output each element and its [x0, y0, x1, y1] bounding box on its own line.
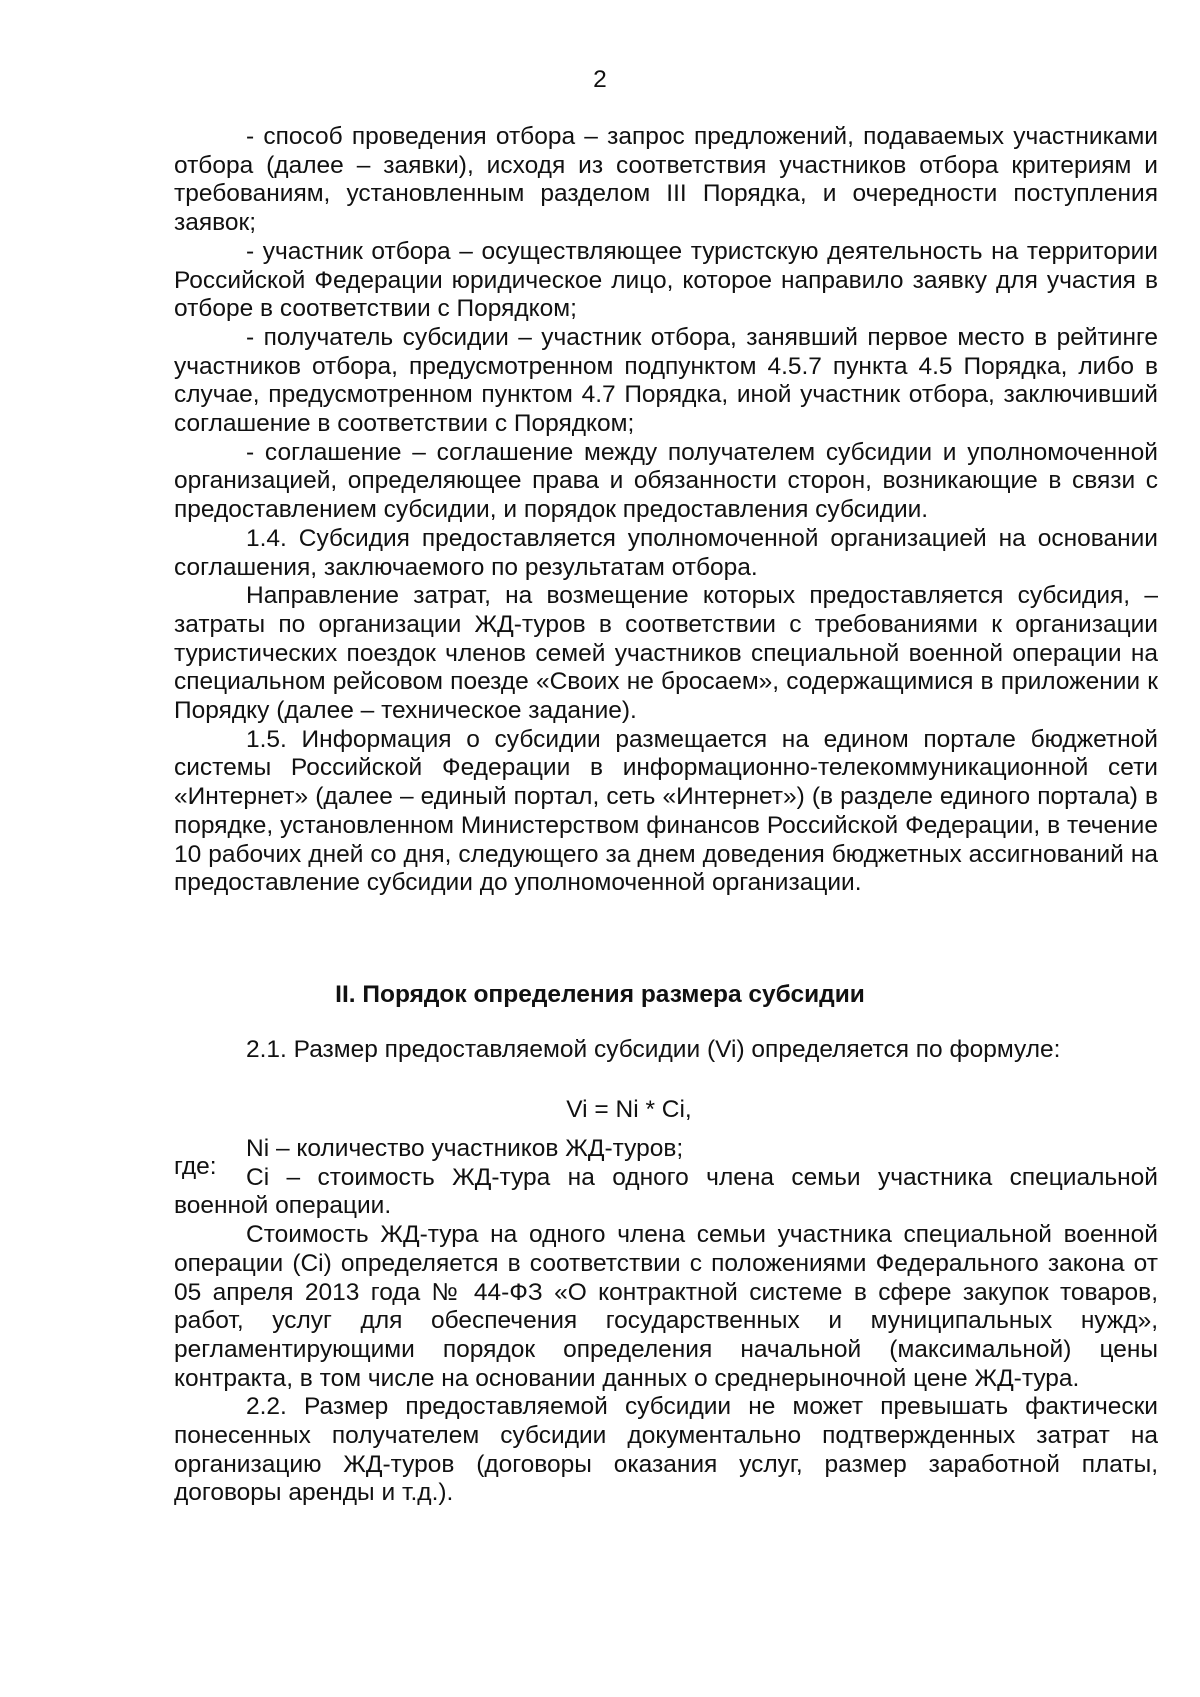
paragraph-cost-determination: Стоимость ЖД-тура на одного члена семьи участника специальной военной операции (Ci) определяется в соответствии с положениями Федерального закона от 05 апреля 2013 года № 44-ФЗ «О контрактной системе в сфере закупок товаров, работ, услуг для обеспечения государственных и муниципальных нужд», регламентирующими порядок определения начальной (максимальной) цены контракта, в том числе на основании данных о среднерыночной цене ЖД-тура.	[174, 1221, 1158, 1392]
paragraph-subsidy-recipient: - получатель субсидии – участник отбора, занявший первое место в рейтинге участников отбора, предусмотренном подпунктом 4.5.7 пункта 4.5 Порядка, либо в случае, предусмотренном пунктом 4.7 Порядка, иной участник отбора, заключивший соглашение в соответствии с Порядком;	[174, 323, 1158, 438]
paragraph-1-5: 1.5. Информация о субсидии размещается на едином портале бюджетной системы Российской Федерации в информационно-телекоммуникационной сети «Интернет» (далее – единый портал, сеть «Интернет») (в разделе единого портала) в порядке, установленном Министерством финансов Российской Федерации, в течение 10 рабочих дней со дня, следующего за днем доведения бюджетных ассигнований на предоставление субсидии до уполномоченной организации.	[174, 725, 1158, 897]
paragraph-selection-participant: - участник отбора – осуществляющее туристскую деятельность на территории Российской Федерации юридическое лицо, которое направило заявку для участия в отборе в соответствии с Порядком;	[174, 237, 1158, 323]
where-label: где:	[174, 1153, 217, 1180]
paragraph-1-4: 1.4. Субсидия предоставляется уполномоченной организацией на основании соглашения, заключаемого по результатам отбора.	[174, 524, 1158, 581]
paragraph-agreement: - соглашение – соглашение между получателем субсидии и уполномоченной организацией, определяющее права и обязанности сторон, возникающие в связи с предоставлением субсидии, и порядок предоставления субсидии.	[174, 438, 1158, 524]
section-heading: II. Порядок определения размера субсидии	[335, 981, 865, 1008]
paragraph-selection-method: - способ проведения отбора – запрос предложений, подаваемых участниками отбора (далее – заявки), исходя из соответствия участников отбора критериям и требованиям, установленным разделом III Порядка, и очередности поступления заявок;	[174, 123, 1158, 237]
paragraph-2-1: 2.1. Размер предоставляемой субсидии (Vi) определяется по формуле:	[246, 1036, 1061, 1063]
page-number: 2	[593, 66, 607, 93]
bottom-text-block	[174, 1135, 1158, 1508]
subsidy-formula: Vi = Ni * Ci,	[566, 1096, 692, 1123]
paragraph-expense-direction: Направление затрат, на возмещение которых предоставляется субсидия, – затраты по организации ЖД-туров в соответствии с требованиями к организации туристических поездок членов семей участников специальной военной операции на специальном рейсовом поезде «Своих не бросаем», содержащимися в приложении к Порядку (далее – техническое задание).	[174, 582, 1158, 725]
definition-ci: Ci – стоимость ЖД-тура на одного члена семьи участника специальной военной операции.	[174, 1163, 1158, 1220]
paragraph-2-2: 2.2. Размер предоставляемой субсидии не может превышать фактически понесенных получателем субсидии документально подтвержденных затрат на организацию ЖД-туров (договоры оказания услуг, размер заработной платы, договоры аренды и т.д.).	[174, 1393, 1158, 1507]
top-text-block	[174, 123, 1158, 898]
definition-ni: Ni – количество участников ЖД-туров;	[246, 1135, 684, 1162]
